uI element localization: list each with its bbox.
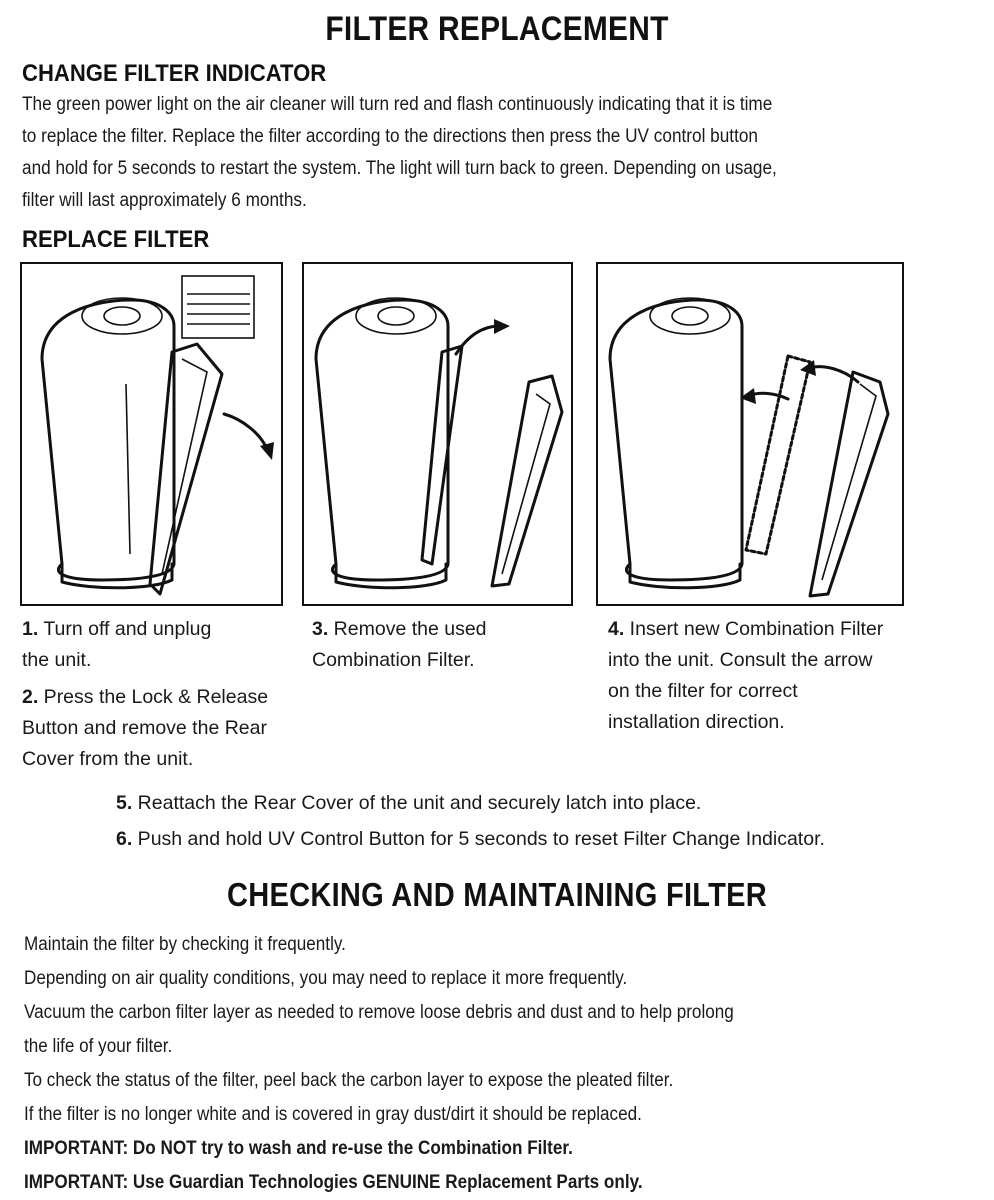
step-5-text: Reattach the Rear Cover of the unit and securely latch into place. — [132, 792, 702, 814]
remove-filter-illustration — [304, 264, 571, 604]
checking-line-1: Maintain the filter by checking it frequently. — [24, 934, 346, 955]
step-3 — [312, 614, 487, 676]
step-4-text-2: into the unit. Consult the arrow — [608, 649, 873, 671]
important-label-2: IMPORTANT: — [24, 1172, 129, 1193]
replace-heading: REPLACE FILTER — [22, 226, 210, 253]
step-5-number: 5. — [116, 792, 133, 814]
step-4-text-4: installation direction. — [608, 711, 785, 733]
step-4-text: Insert new Combination Filter — [624, 618, 884, 640]
important-note-1 — [24, 1132, 734, 1166]
insert-filter-illustration — [598, 264, 902, 604]
indicator-line-4: filter will last approximately 6 months. — [22, 190, 307, 211]
remove-cover-illustration — [22, 264, 281, 604]
step-4-text-3: on the filter for correct — [608, 680, 798, 702]
step-1-text-2: the unit. — [22, 649, 92, 671]
checking-line-6: If the filter is no longer white and is covered in gray dust/dirt it should be replaced. — [24, 1104, 642, 1125]
important-label-1: IMPORTANT: — [24, 1138, 129, 1159]
step-3-number: 3. — [312, 618, 329, 640]
step-5 — [116, 788, 701, 819]
illustration-panel-1 — [20, 262, 283, 606]
page-title: FILTER REPLACEMENT — [325, 10, 669, 48]
indicator-line-2: to replace the filter. Replace the filter according to the directions then press the UV control button — [22, 126, 758, 147]
step-4 — [608, 614, 883, 738]
checking-line-2: Depending on air quality conditions, you may need to replace it more frequently. — [24, 968, 628, 989]
important-text-1: Do NOT try to wash and re-use the Combination Filter. — [128, 1138, 573, 1159]
checking-heading: CHECKING AND MAINTAINING FILTER — [226, 876, 768, 913]
checking-line-5: To check the status of the filter, peel back the carbon layer to expose the pleated filter. — [24, 1070, 674, 1091]
step-6 — [116, 824, 825, 855]
step-1-text: Turn off and unplug — [38, 618, 212, 640]
checking-line-3: Vacuum the carbon filter layer as needed to remove loose debris and dust and to help prolong — [24, 1002, 734, 1023]
step-1 — [22, 614, 211, 676]
step-2-text: Press the Lock & Release — [38, 686, 269, 708]
step-3-text: Remove the used — [328, 618, 487, 640]
indicator-heading: CHANGE FILTER INDICATOR — [22, 60, 327, 87]
important-note-2 — [24, 1166, 734, 1200]
step-4-number: 4. — [608, 618, 625, 640]
indicator-line-3: and hold for 5 seconds to restart the system. The light will turn back to green. Depending on usage, — [22, 158, 777, 179]
step-1-number: 1. — [22, 618, 39, 640]
indicator-paragraph — [22, 89, 856, 217]
important-text-2: Use Guardian Technologies GENUINE Replacement Parts only. — [128, 1172, 643, 1193]
illustration-panel-2 — [302, 262, 573, 606]
step-6-text: Push and hold UV Control Button for 5 seconds to reset Filter Change Indicator. — [132, 828, 825, 850]
step-2-text-2: Button and remove the Rear — [22, 717, 267, 739]
step-2 — [22, 682, 268, 775]
step-6-number: 6. — [116, 828, 133, 850]
checking-paragraph — [24, 928, 813, 1200]
illustration-panel-3 — [596, 262, 904, 606]
step-3-text-2: Combination Filter. — [312, 649, 475, 671]
step-2-number: 2. — [22, 686, 39, 708]
step-2-text-3: Cover from the unit. — [22, 748, 194, 770]
checking-line-4: the life of your filter. — [24, 1036, 173, 1057]
indicator-line-1: The green power light on the air cleaner will turn red and flash continuously indicating that it is time — [22, 94, 773, 115]
